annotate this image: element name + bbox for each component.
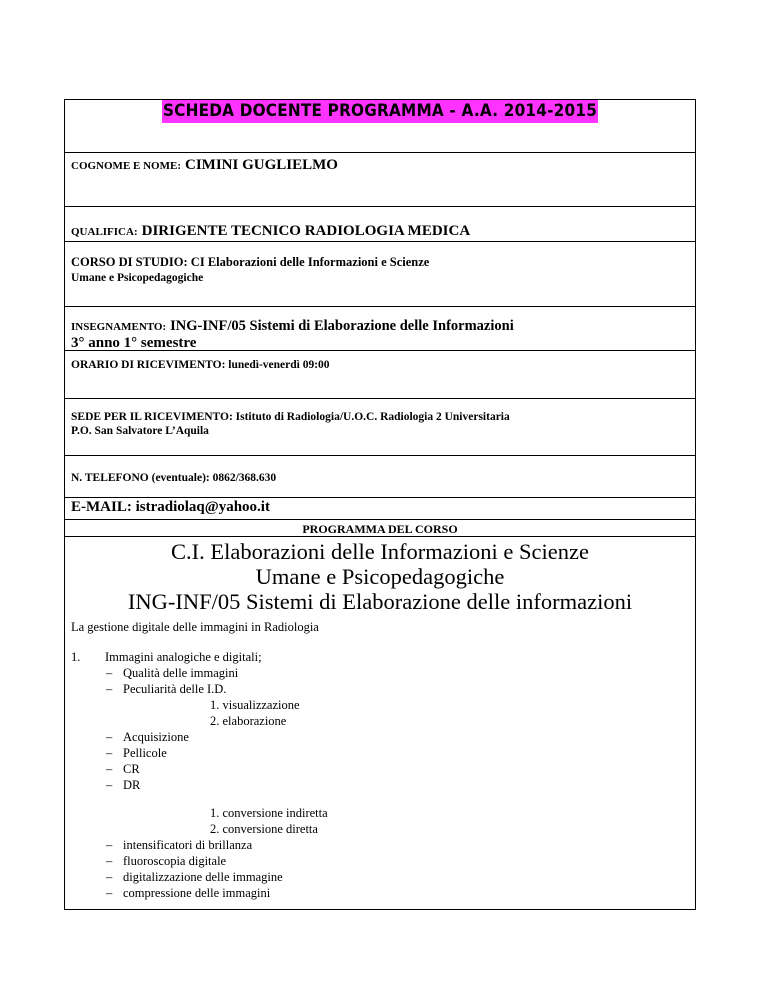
qualification-value: DIRIGENTE TECNICO RADIOLOGIA MEDICA bbox=[141, 223, 471, 239]
title-row bbox=[65, 100, 695, 153]
course-of-study-row bbox=[65, 242, 695, 307]
list-item: 2. elaborazione bbox=[210, 714, 287, 728]
office-location-row bbox=[65, 399, 695, 456]
teaching-year: 3° anno 1° semestre bbox=[71, 335, 197, 351]
course-title-line2: Umane e Psicopedagogiche bbox=[255, 564, 505, 589]
email-address: E-MAIL: istradiolaq@yahoo.it bbox=[71, 499, 270, 515]
page-title: SCHEDA DOCENTE PROGRAMMA - A.A. 2014-2015 bbox=[162, 101, 598, 121]
qualification-label: QUALIFICA: bbox=[71, 226, 138, 238]
list-item: 2. conversione diretta bbox=[210, 822, 318, 836]
list-item: 1. visualizzazione bbox=[210, 698, 300, 712]
list-item: – fluoroscopia digitale bbox=[106, 854, 227, 868]
program-body bbox=[65, 537, 695, 909]
topic-list bbox=[71, 649, 689, 901]
program-header-row bbox=[65, 520, 695, 537]
office-hours-row bbox=[65, 351, 695, 399]
phone-number: N. TELEFONO (eventuale): 0862/368.630 bbox=[71, 472, 277, 484]
name-label: COGNOME E NOME: bbox=[71, 160, 181, 172]
list-item: – DR bbox=[106, 778, 141, 792]
list-item: – Peculiarità delle I.D. bbox=[106, 682, 227, 696]
name-value: CIMINI GUGLIELMO bbox=[185, 157, 338, 173]
phone-row bbox=[65, 456, 695, 498]
course-title-line3: ING-INF/05 Sistemi di Elaborazione delle informazioni bbox=[127, 589, 633, 614]
course-title bbox=[71, 539, 689, 614]
course-of-study-line2: Umane e Psicopedagogiche bbox=[71, 272, 204, 284]
office-hours: ORARIO DI RICEVIMENTO: lunedì-venerdì 09:00 bbox=[71, 359, 330, 371]
name-row bbox=[65, 153, 695, 207]
list-item: – intensificatori di brillanza bbox=[106, 838, 253, 852]
program-header: PROGRAMMA DEL CORSO bbox=[302, 522, 458, 536]
teacher-form bbox=[64, 99, 696, 910]
email-row bbox=[65, 498, 695, 520]
teaching-row bbox=[65, 307, 695, 351]
list-item: – Pellicole bbox=[106, 746, 167, 760]
office-location-line2: P.O. San Salvatore L’Aquila bbox=[71, 425, 209, 437]
list-item: – CR bbox=[106, 762, 140, 776]
qualification-row bbox=[65, 207, 695, 242]
office-location-line1: SEDE PER IL RICEVIMENTO: Istituto di Radiologia/U.O.C. Radiologia 2 Universitaria bbox=[71, 411, 510, 423]
list-item: – digitalizzazione delle immagine bbox=[106, 870, 283, 884]
program-intro: La gestione digitale delle immagini in Radiologia bbox=[71, 620, 319, 634]
teaching-label: INSEGNAMENTO: bbox=[71, 321, 167, 333]
list-item: – Acquisizione bbox=[106, 730, 189, 744]
course-of-study-line1: CORSO DI STUDIO: CI Elaborazioni delle Informazioni e Scienze bbox=[71, 255, 430, 269]
list-item: 1. conversione indiretta bbox=[210, 806, 328, 820]
list-item: – Qualità delle immagini bbox=[106, 666, 239, 680]
teaching-value: ING-INF/05 Sistemi di Elaborazione delle Informazioni bbox=[170, 318, 514, 334]
course-title-line1: C.I. Elaborazioni delle Informazioni e Scienze bbox=[171, 539, 589, 564]
list-item: – compressione delle immagini bbox=[106, 886, 271, 900]
list-item: 1. Immagini analogiche e digitali; bbox=[71, 650, 262, 664]
